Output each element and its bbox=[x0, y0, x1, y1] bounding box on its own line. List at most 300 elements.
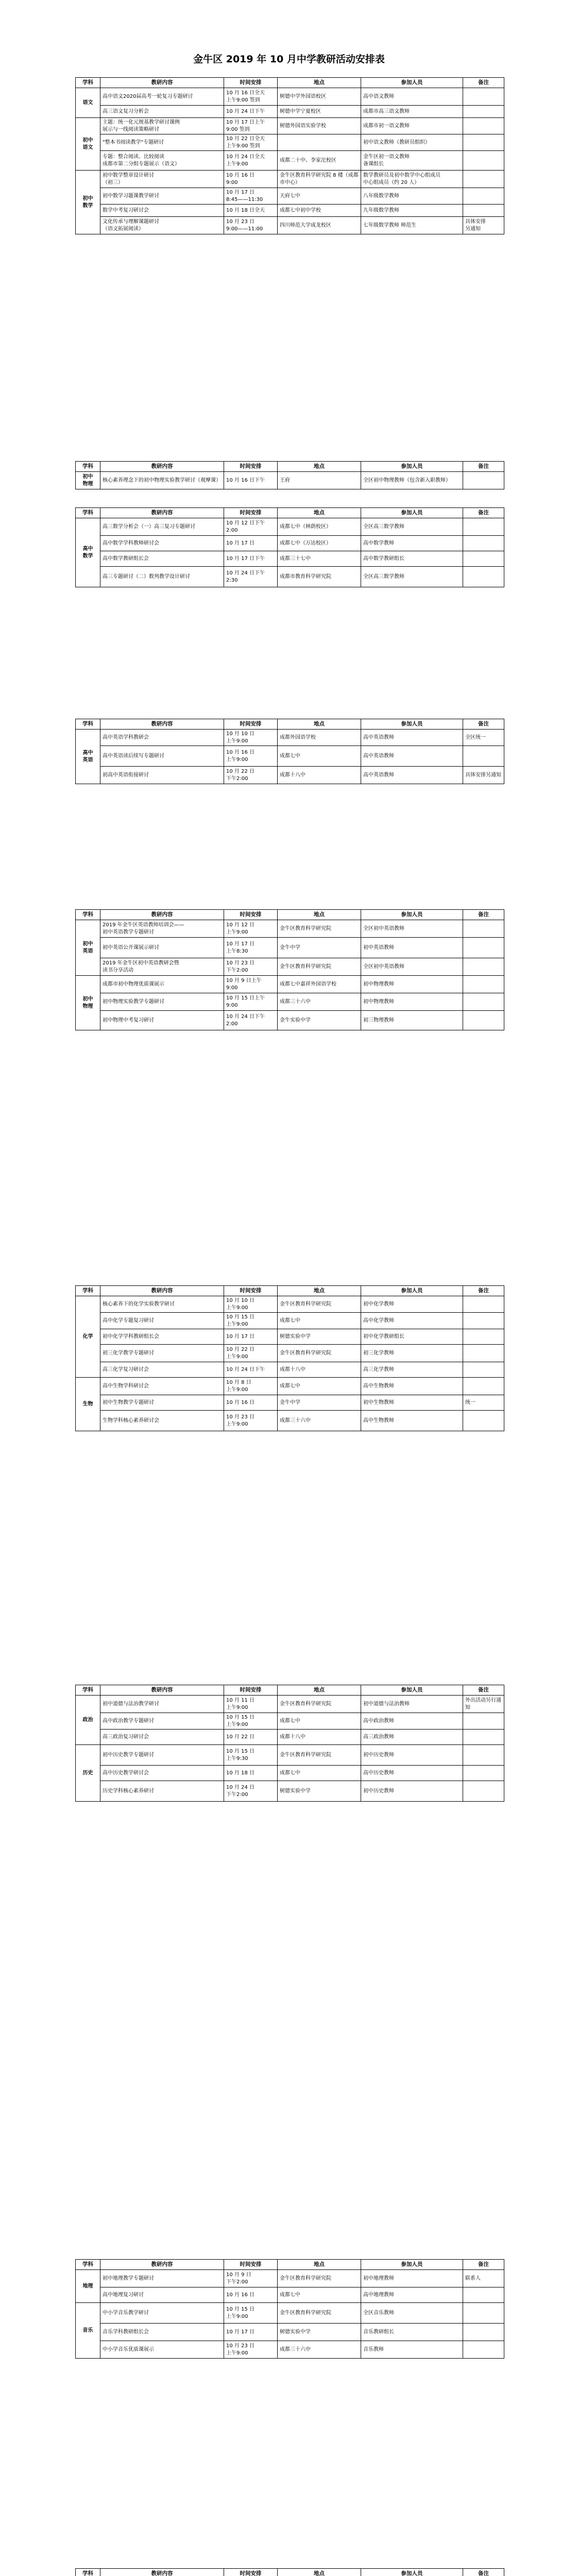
table-cell: 高中政治教师 bbox=[361, 1713, 463, 1730]
table-cell: 10 月 23 日 上午9:00 bbox=[224, 1411, 278, 1431]
table-cell: 高中生物学科研讨会 bbox=[100, 1378, 224, 1395]
table-cell: 高中英语学科教研会 bbox=[100, 730, 224, 746]
column-header-time: 时间安排 bbox=[224, 719, 278, 730]
subject-cell: 生物 bbox=[76, 1378, 100, 1431]
table-cell bbox=[463, 1345, 504, 1362]
table-cell bbox=[463, 1730, 504, 1745]
schedule-table bbox=[75, 77, 504, 234]
table-row bbox=[76, 1745, 504, 1766]
table-cell: 金牛区教育科学研究院 bbox=[278, 2270, 361, 2287]
table-cell: 文化传承与理解课题研讨 （语文拓展阅读） bbox=[100, 217, 224, 234]
column-header-time: 时间安排 bbox=[224, 1685, 278, 1696]
table-cell: 初中生物教学专题研讨 bbox=[100, 1395, 224, 1411]
table-cell: 核心素养下的化学实验教学研讨 bbox=[100, 1296, 224, 1313]
column-header-location: 地点 bbox=[278, 78, 361, 88]
table-cell: 金牛区教育科学研究院 bbox=[278, 1696, 361, 1713]
table-cell: 10 月 23 日 下午2:00 bbox=[224, 958, 278, 976]
table-row bbox=[76, 106, 504, 118]
table-cell: 联系人 bbox=[463, 2270, 504, 2287]
schedule-table bbox=[75, 1685, 504, 1802]
table-cell: 10 月 24 日下午 bbox=[224, 1362, 278, 1378]
table-cell: 成都七中 bbox=[278, 746, 361, 767]
table-cell bbox=[463, 1781, 504, 1802]
table-row bbox=[76, 920, 504, 938]
table-row bbox=[76, 938, 504, 958]
page-title: 金牛区 2019 年 10 月中学教研活动安排表 bbox=[193, 54, 385, 65]
column-header-participants: 参加人员 bbox=[361, 910, 463, 920]
table-cell: 成都七中 bbox=[278, 1378, 361, 1395]
table-cell: 高三政治复习研讨会 bbox=[100, 1730, 224, 1745]
table-header-row bbox=[76, 2569, 504, 2576]
table-cell: 10 月 16 日 bbox=[224, 1395, 278, 1411]
column-header-subject: 学科 bbox=[76, 910, 100, 920]
table-cell: 高三专题研讨（二）数列教学设计研讨 bbox=[100, 567, 224, 587]
table-cell: 10 月 16 日 上午9:00 bbox=[224, 746, 278, 767]
table-cell: 初中生物教师 bbox=[361, 1395, 463, 1411]
table-row bbox=[76, 118, 504, 134]
table-cell: 成都三十六中 bbox=[278, 1411, 361, 1431]
table-cell: 树德实验中学 bbox=[278, 1781, 361, 1802]
table-row bbox=[76, 217, 504, 234]
column-header-time: 时间安排 bbox=[224, 2260, 278, 2270]
table-cell: 10 月 23 日 9:00——11:00 bbox=[224, 217, 278, 234]
table-cell: 全区音乐教师 bbox=[361, 2303, 463, 2324]
table-cell: 音乐教师 bbox=[361, 2341, 463, 2359]
table-cell: 初中语文教师（教研员组织） bbox=[361, 134, 463, 151]
table-cell: 金牛区教育科学研究院 bbox=[278, 1345, 361, 1362]
table-cell bbox=[463, 88, 504, 106]
column-header-time: 时间安排 bbox=[224, 910, 278, 920]
column-header-notes: 备注 bbox=[463, 1286, 504, 1296]
table-cell: 全区初中物理教师（包含新入职教师） bbox=[361, 472, 463, 489]
table-cell: 全区初中英语教师 bbox=[361, 920, 463, 938]
table-row bbox=[76, 1781, 504, 1802]
table-cell bbox=[463, 2303, 504, 2324]
table-cell: 2019 年金牛区初中英语教研会暨 读书分享活动 bbox=[100, 958, 224, 976]
column-header-location: 地点 bbox=[278, 462, 361, 472]
table-cell: 高三数学分析会（一）高三复习专题研讨 bbox=[100, 518, 224, 536]
subject-cell: 高中 数学 bbox=[76, 518, 100, 587]
column-header-location: 地点 bbox=[278, 719, 361, 730]
table-cell: 成都十八中 bbox=[278, 1362, 361, 1378]
subject-cell: 初中 数学 bbox=[76, 171, 100, 234]
table-row bbox=[76, 1011, 504, 1030]
table-header-row bbox=[76, 1286, 504, 1296]
table-row bbox=[76, 1296, 504, 1313]
subject-cell: 政治 bbox=[76, 1696, 100, 1745]
table-row bbox=[76, 1411, 504, 1431]
table-cell bbox=[463, 171, 504, 188]
table-cell: 高三化学教师 bbox=[361, 1362, 463, 1378]
table-cell: 金牛中学 bbox=[278, 938, 361, 958]
table-cell bbox=[463, 1313, 504, 1329]
column-header-notes: 备注 bbox=[463, 462, 504, 472]
column-header-location: 地点 bbox=[278, 910, 361, 920]
column-header-location: 地点 bbox=[278, 1685, 361, 1696]
column-header-subject: 学科 bbox=[76, 1286, 100, 1296]
column-header-notes: 备注 bbox=[463, 910, 504, 920]
table-cell: 高中英语教师 bbox=[361, 767, 463, 784]
table-cell: 天府七中 bbox=[278, 188, 361, 205]
schedule-table bbox=[75, 719, 504, 784]
column-header-location: 地点 bbox=[278, 508, 361, 518]
table-cell: 金牛区初一语文教师 备课组长 bbox=[361, 151, 463, 171]
table-cell: 金牛区教育科学研究院 bbox=[278, 1745, 361, 1766]
table-cell: 金牛区教育科学研究院 bbox=[278, 920, 361, 938]
table-cell: 金牛区教育科学研究院 bbox=[278, 958, 361, 976]
table-cell: 成都二十中、李家沱校区 bbox=[278, 151, 361, 171]
table-cell: 中小学音乐教学研讨 bbox=[100, 2303, 224, 2324]
column-header-participants: 参加人员 bbox=[361, 2260, 463, 2270]
table-cell: 初中道德与法治教学研讨 bbox=[100, 1696, 224, 1713]
table-cell: 初中数学习题课教学研讨 bbox=[100, 188, 224, 205]
table-cell: 金牛实验中学 bbox=[278, 1011, 361, 1030]
table-cell bbox=[463, 976, 504, 993]
table-cell: 高中地理教师 bbox=[361, 2287, 463, 2303]
column-header-subject: 学科 bbox=[76, 462, 100, 472]
table-cell: 初高中英语衔接研讨 bbox=[100, 767, 224, 784]
table-cell: 2019 年金牛区英语教师培训会—— 初中英语教学专题研讨 bbox=[100, 920, 224, 938]
table-cell: 10 月 17 日 bbox=[224, 1329, 278, 1345]
table-row bbox=[76, 2287, 504, 2303]
column-header-participants: 参加人员 bbox=[361, 719, 463, 730]
table-row bbox=[76, 1329, 504, 1345]
table-cell: 高中数学教研组长 bbox=[361, 551, 463, 567]
table-row bbox=[76, 958, 504, 976]
table-cell: 王府 bbox=[278, 472, 361, 489]
table-cell: 具体安排另通知 bbox=[463, 767, 504, 784]
table-cell: 成都市高三语文教师 bbox=[361, 106, 463, 118]
table-cell: 成都七中 bbox=[278, 1313, 361, 1329]
subject-cell: 化学 bbox=[76, 1296, 100, 1378]
table-cell: 10 月 15 日 上午9:00 bbox=[224, 1313, 278, 1329]
table-cell: 统一 bbox=[463, 1395, 504, 1411]
table-cell bbox=[463, 151, 504, 171]
table-row bbox=[76, 1313, 504, 1329]
table-cell bbox=[463, 2324, 504, 2341]
table-cell bbox=[463, 106, 504, 118]
subject-cell: 初中 物理 bbox=[76, 976, 100, 1030]
column-header-notes: 备注 bbox=[463, 78, 504, 88]
subject-cell: 初中 语文 bbox=[76, 118, 100, 171]
table-cell: 10 月 15 日上午 9:00 bbox=[224, 993, 278, 1011]
table-cell: 初中英语教师 bbox=[361, 938, 463, 958]
table-cell: 高三政治教师 bbox=[361, 1730, 463, 1745]
column-header-time: 时间安排 bbox=[224, 1286, 278, 1296]
table-cell: 中小学音乐优质课展示 bbox=[100, 2341, 224, 2359]
column-header-participants: 参加人员 bbox=[361, 2569, 463, 2576]
column-header-content: 教研内容 bbox=[100, 462, 224, 472]
table-cell: 高中地理复习研讨 bbox=[100, 2287, 224, 2303]
subject-cell: 初中 物理 bbox=[76, 472, 100, 489]
column-header-content: 教研内容 bbox=[100, 2569, 224, 2576]
column-header-subject: 学科 bbox=[76, 2569, 100, 2576]
table-header-row bbox=[76, 462, 504, 472]
table-cell: 成都市初一语文教师 bbox=[361, 118, 463, 134]
table-header-row bbox=[76, 508, 504, 518]
table-cell: 成都三十七中 bbox=[278, 551, 361, 567]
table-cell bbox=[463, 551, 504, 567]
table-cell: 10 月 17 日 bbox=[224, 2324, 278, 2341]
table-cell: 高中历史教师 bbox=[361, 1766, 463, 1781]
subject-cell: 初中 英语 bbox=[76, 920, 100, 976]
table-cell: 初中英语公开课展示研讨 bbox=[100, 938, 224, 958]
table-cell: 七年级数学教师 师范生 bbox=[361, 217, 463, 234]
table-cell: 全区初中英语教师 bbox=[361, 958, 463, 976]
schedule-table bbox=[75, 1285, 504, 1431]
table-cell: 主题：统一化元规基教学研讨课例 展示与一线阅读策略研讨 bbox=[100, 118, 224, 134]
table-cell: 树德中学宁夏校区 bbox=[278, 106, 361, 118]
column-header-content: 教研内容 bbox=[100, 1286, 224, 1296]
table-cell: 10 月 17 日 8:45——11:30 bbox=[224, 188, 278, 205]
table-cell: 金牛区教育科学研究院 bbox=[278, 2303, 361, 2324]
table-header-row bbox=[76, 1685, 504, 1696]
table-cell: 初中物理中考复习研讨 bbox=[100, 1011, 224, 1030]
table-cell: 四川师范大学成龙校区 bbox=[278, 217, 361, 234]
column-header-notes: 备注 bbox=[463, 508, 504, 518]
column-header-participants: 参加人员 bbox=[361, 1685, 463, 1696]
table-cell: 成都外国语学校 bbox=[278, 730, 361, 746]
table-cell: 成都七中 bbox=[278, 1713, 361, 1730]
table-row bbox=[76, 993, 504, 1011]
table-cell: 初中物理教师 bbox=[361, 993, 463, 1011]
column-header-time: 时间安排 bbox=[224, 78, 278, 88]
column-header-notes: 备注 bbox=[463, 719, 504, 730]
table-cell bbox=[463, 472, 504, 489]
table-cell: 10 月 8 日 上午9:00 bbox=[224, 1378, 278, 1395]
table-cell bbox=[463, 1713, 504, 1730]
table-cell: 初中地理教学专题研讨 bbox=[100, 2270, 224, 2287]
table-cell: 音乐学科教研组长会 bbox=[100, 2324, 224, 2341]
table-cell: 音乐教研组长 bbox=[361, 2324, 463, 2341]
table-cell: 10 月 24 日 下午2:00 bbox=[224, 1781, 278, 1802]
column-header-subject: 学科 bbox=[76, 78, 100, 88]
table-cell: 10 月 10 日 上午9:00 bbox=[224, 730, 278, 746]
table-row bbox=[76, 1345, 504, 1362]
table-cell: 成都七中 bbox=[278, 1766, 361, 1781]
schedule-table bbox=[75, 909, 504, 1030]
table-cell: 初三化学教学专题研讨 bbox=[100, 1345, 224, 1362]
table-cell: 初中历史教师 bbox=[361, 1745, 463, 1766]
table-cell bbox=[463, 958, 504, 976]
table-cell: "整本书阅读教学"专题研讨 bbox=[100, 134, 224, 151]
table-cell: 树德实验中学 bbox=[278, 2324, 361, 2341]
table-cell: 初中道德与法治教师 bbox=[361, 1696, 463, 1713]
table-cell: 10 月 24 日全天 上午9:00 bbox=[224, 151, 278, 171]
table-cell bbox=[463, 993, 504, 1011]
table-cell: 10 月 18 日全天 bbox=[224, 205, 278, 217]
table-header-row bbox=[76, 719, 504, 730]
table-cell bbox=[463, 1329, 504, 1345]
table-cell: 成都市初中物理优质课展示 bbox=[100, 976, 224, 993]
table-cell: 高中数学学科教师研讨会 bbox=[100, 536, 224, 551]
table-cell: 高中英语教师 bbox=[361, 746, 463, 767]
column-header-time: 时间安排 bbox=[224, 2569, 278, 2576]
schedule-table bbox=[75, 461, 504, 489]
table-header-row bbox=[76, 2260, 504, 2270]
column-header-participants: 参加人员 bbox=[361, 508, 463, 518]
column-header-content: 教研内容 bbox=[100, 508, 224, 518]
table-header-row bbox=[76, 910, 504, 920]
table-row bbox=[76, 1395, 504, 1411]
column-header-participants: 参加人员 bbox=[361, 462, 463, 472]
column-header-content: 教研内容 bbox=[100, 910, 224, 920]
table-cell: 10 月 22 日全天 上午9:00 签到 bbox=[224, 134, 278, 151]
table-cell bbox=[463, 1296, 504, 1313]
table-cell: 高中英语读后续写专题研讨 bbox=[100, 746, 224, 767]
column-header-subject: 学科 bbox=[76, 719, 100, 730]
table-cell: 10 月 9 日 下午2:00 bbox=[224, 2270, 278, 2287]
column-header-content: 教研内容 bbox=[100, 78, 224, 88]
table-cell: 外出活动另行通知 bbox=[463, 1696, 504, 1713]
table-cell: 成都七中嘉祥外国语学校 bbox=[278, 976, 361, 993]
table-row bbox=[76, 1766, 504, 1781]
table-cell bbox=[463, 1745, 504, 1766]
table-cell: 数学中考复习研讨会 bbox=[100, 205, 224, 217]
table-cell: 具体安排 另通知 bbox=[463, 217, 504, 234]
table-row bbox=[76, 767, 504, 784]
table-cell: 高中化学专题复习研讨 bbox=[100, 1313, 224, 1329]
table-cell: 初中化学学科教研组长会 bbox=[100, 1329, 224, 1345]
table-cell: 10 月 17 日下午 bbox=[224, 551, 278, 567]
table-cell bbox=[463, 746, 504, 767]
column-header-participants: 参加人员 bbox=[361, 1286, 463, 1296]
table-row bbox=[76, 1713, 504, 1730]
schedule-table bbox=[75, 2568, 504, 2576]
table-cell: 高中生物教师 bbox=[361, 1411, 463, 1431]
table-cell: 10 月 15 日 上午9:30 bbox=[224, 1745, 278, 1766]
table-cell: 高中政治教学专题研讨 bbox=[100, 1713, 224, 1730]
table-cell bbox=[463, 567, 504, 587]
table-row bbox=[76, 746, 504, 767]
table-row bbox=[76, 1696, 504, 1713]
table-cell: 成都七中（万达校区） bbox=[278, 536, 361, 551]
table-cell: 10 月 24 日下午 bbox=[224, 106, 278, 118]
table-cell bbox=[463, 118, 504, 134]
column-header-notes: 备注 bbox=[463, 2260, 504, 2270]
table-cell: 10 月 15 日 上午9:00 bbox=[224, 1713, 278, 1730]
table-cell: 成都三十六中 bbox=[278, 993, 361, 1011]
table-cell: 初中物理教师 bbox=[361, 976, 463, 993]
table-cell: 全区统一 bbox=[463, 730, 504, 746]
table-cell: 10 月 22 日 下午2:00 bbox=[224, 767, 278, 784]
table-cell: 高中数学教师 bbox=[361, 536, 463, 551]
table-row bbox=[76, 2341, 504, 2359]
table-row bbox=[76, 2270, 504, 2287]
table-cell: 高中历史教学研讨会 bbox=[100, 1766, 224, 1781]
table-cell bbox=[463, 205, 504, 217]
table-cell: 初中地理教师 bbox=[361, 2270, 463, 2287]
table-row bbox=[76, 188, 504, 205]
table-cell: 专题：整合阅读、比较阅读 成都市第二分组专题展示（语文） bbox=[100, 151, 224, 171]
column-header-location: 地点 bbox=[278, 2569, 361, 2576]
table-cell bbox=[463, 1378, 504, 1395]
table-cell: 10 月 23 日 上午9:00 bbox=[224, 2341, 278, 2359]
table-cell: 初中数学整章设计研讨 （初三） bbox=[100, 171, 224, 188]
column-header-time: 时间安排 bbox=[224, 508, 278, 518]
table-cell: 核心素养理念下的初中物理实验教学研讨（观摩课） bbox=[100, 472, 224, 489]
table-cell: 10 月 17 日 bbox=[224, 536, 278, 551]
table-cell: 10 月 16 日 bbox=[224, 2287, 278, 2303]
table-cell: 成都七中（林荫校区） bbox=[278, 518, 361, 536]
table-cell: 历史学科核心素养研讨 bbox=[100, 1781, 224, 1802]
table-cell: 10 月 22 日 上午9:00 bbox=[224, 1345, 278, 1362]
table-cell: 10 月 12 日 上午9:00 bbox=[224, 920, 278, 938]
table-cell: 全区高三数学教师 bbox=[361, 567, 463, 587]
table-cell bbox=[463, 2287, 504, 2303]
table-cell: 树德中学外国语校区 bbox=[278, 88, 361, 106]
table-row bbox=[76, 567, 504, 587]
table-row bbox=[76, 171, 504, 188]
table-cell bbox=[463, 938, 504, 958]
table-row bbox=[76, 976, 504, 993]
table-cell: 成都市教育科学研究院 bbox=[278, 567, 361, 587]
column-header-participants: 参加人员 bbox=[361, 78, 463, 88]
table-cell: 金牛中学 bbox=[278, 1395, 361, 1411]
table-cell: 10 月 18 日 bbox=[224, 1766, 278, 1781]
subject-cell: 语文 bbox=[76, 88, 100, 118]
table-cell: 10 月 11 日 上午9:00 bbox=[224, 1696, 278, 1713]
subject-cell: 高中 英语 bbox=[76, 730, 100, 784]
table-cell: 10 月 24 日下午 2:00 bbox=[224, 1011, 278, 1030]
table-cell: 10 月 22 日 bbox=[224, 1730, 278, 1745]
table-cell: 金牛区教育科学研究院 bbox=[278, 1296, 361, 1313]
subject-cell: 地理 bbox=[76, 2270, 100, 2303]
column-header-time: 时间安排 bbox=[224, 462, 278, 472]
table-cell: 10 月 15 日 上午9:00 bbox=[224, 2303, 278, 2324]
table-cell: 10 月 16 日全天 上午9:00 签到 bbox=[224, 88, 278, 106]
table-row bbox=[76, 536, 504, 551]
table-cell: 10 月 24 日下午 2:30 bbox=[224, 567, 278, 587]
table-cell: 初中化学教研组长 bbox=[361, 1329, 463, 1345]
table-cell: 10 月 9 日上午 9:00 bbox=[224, 976, 278, 993]
column-header-subject: 学科 bbox=[76, 508, 100, 518]
table-cell: 高中生物教师 bbox=[361, 1378, 463, 1395]
table-cell: 10 月 17 日上午 9:00 签到 bbox=[224, 118, 278, 134]
table-cell: 10 月 10 日 上午9:00 bbox=[224, 1296, 278, 1313]
column-header-content: 教研内容 bbox=[100, 719, 224, 730]
table-row bbox=[76, 551, 504, 567]
table-cell: 树德实验中学 bbox=[278, 1329, 361, 1345]
table-row bbox=[76, 518, 504, 536]
table-cell: 初中历史教学专题研讨 bbox=[100, 1745, 224, 1766]
table-cell: 树德外国语实验学校 bbox=[278, 118, 361, 134]
table-cell: 10 月 17 日 上午8:30 bbox=[224, 938, 278, 958]
table-cell: 高中数学教研组长会 bbox=[100, 551, 224, 567]
table-cell bbox=[463, 188, 504, 205]
table-cell: 初三物理教师 bbox=[361, 1011, 463, 1030]
table-row bbox=[76, 134, 504, 151]
table-row bbox=[76, 151, 504, 171]
table-cell: 初三化学教师 bbox=[361, 1345, 463, 1362]
table-row bbox=[76, 472, 504, 489]
table-row bbox=[76, 2303, 504, 2324]
table-row bbox=[76, 205, 504, 217]
table-cell bbox=[463, 2341, 504, 2359]
table-cell: 八年级数学教师 bbox=[361, 188, 463, 205]
schedule-table bbox=[75, 2259, 504, 2359]
table-cell: 数学教研员及初中数学中心组成员 中心组成员（约 20 人） bbox=[361, 171, 463, 188]
table-row bbox=[76, 730, 504, 746]
table-cell: 高三化学复习研讨会 bbox=[100, 1362, 224, 1378]
table-cell bbox=[463, 536, 504, 551]
table-cell: 10 月 12 日下午 2:00 bbox=[224, 518, 278, 536]
table-cell bbox=[463, 1362, 504, 1378]
column-header-content: 教研内容 bbox=[100, 2260, 224, 2270]
column-header-subject: 学科 bbox=[76, 2260, 100, 2270]
subject-cell: 音乐 bbox=[76, 2303, 100, 2359]
table-cell bbox=[463, 1011, 504, 1030]
